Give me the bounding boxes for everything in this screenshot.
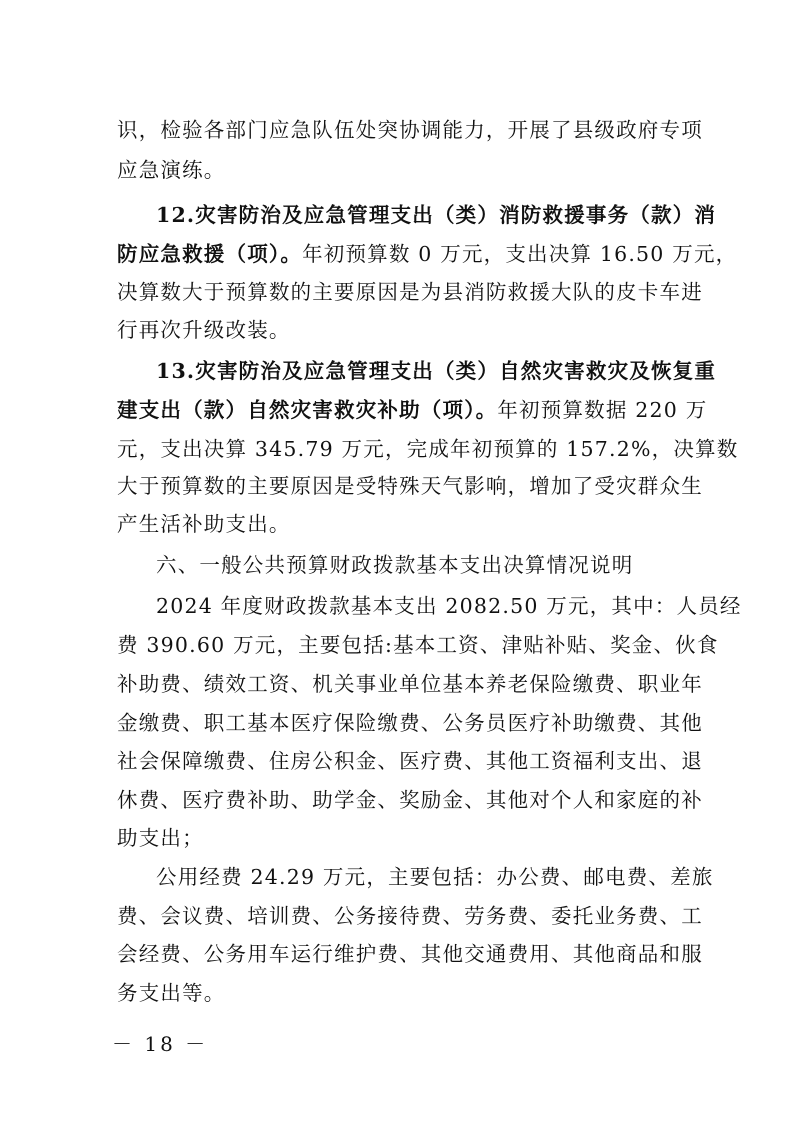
body-text-line: 2024 年度财政拨款基本支出 2082.50 万元，其中：人员经 xyxy=(156,594,742,618)
item12-heading-line1: 12.灾害防治及应急管理支出（类）消防救援事务（款）消 xyxy=(156,203,717,227)
body-text-line: 行再次升级改装。 xyxy=(117,318,291,342)
body-text-line: 助支出； xyxy=(117,826,204,850)
section-heading: 六、一般公共预算财政拨款基本支出决算情况说明 xyxy=(156,553,634,577)
item13-heading-line1: 13.灾害防治及应急管理支出（类）自然灾害救灾及恢复重 xyxy=(156,359,717,383)
body-text-line: 务支出等。 xyxy=(117,981,226,1005)
body-text-line: 费、会议费、培训费、公务接待费、劳务费、委托业务费、工 xyxy=(117,904,703,928)
body-text-line: 决算数大于预算数的主要原因是为县消防救援大队的皮卡车进 xyxy=(117,280,703,304)
body-text-line: 应急演练。 xyxy=(117,158,226,182)
item12-heading-line2: 防应急救援（项）。 xyxy=(117,242,303,266)
body-text-line: 会经费、公务用车运行维护费、其他交通费用、其他商品和服 xyxy=(117,942,703,966)
item12-budget-text: 年初预算数 0 万元，支出决算 16.50 万元， xyxy=(302,242,738,266)
body-text-line: 公用经费 24.29 万元，主要包括：办公费、邮电费、差旅 xyxy=(156,865,714,889)
item13-line2 xyxy=(117,396,708,424)
item13-heading-line2: 建支出（款）自然灾害救灾补助（项）。 xyxy=(117,398,498,422)
page-number: － 18 － xyxy=(112,1032,209,1056)
body-text-line: 社会保障缴费、住房公积金、医疗费、其他工资福利支出、退 xyxy=(117,749,703,773)
body-text-line: 金缴费、职工基本医疗保险缴费、公务员医疗补助缴费、其他 xyxy=(117,711,703,735)
body-text-line: 元，支出决算 345.79 万元，完成年初预算的 157.2%，决算数 xyxy=(117,437,739,461)
body-text-line: 休费、医疗费补助、助学金、奖励金、其他对个人和家庭的补 xyxy=(117,788,703,812)
item13-budget-text: 年初预算数据 220 万 xyxy=(497,398,708,422)
item12-line2 xyxy=(117,240,738,268)
body-text-line: 产生活补助支出。 xyxy=(117,512,291,536)
body-text-line: 识，检验各部门应急队伍处突协调能力，开展了县级政府专项 xyxy=(117,118,703,142)
body-text-line: 大于预算数的主要原因是受特殊天气影响，增加了受灾群众生 xyxy=(117,474,703,498)
body-text-line: 补助费、绩效工资、机关事业单位基本养老保险缴费、职业年 xyxy=(117,672,703,696)
body-text-line: 费 390.60 万元，主要包括:基本工资、津贴补贴、奖金、伙食 xyxy=(117,633,719,657)
